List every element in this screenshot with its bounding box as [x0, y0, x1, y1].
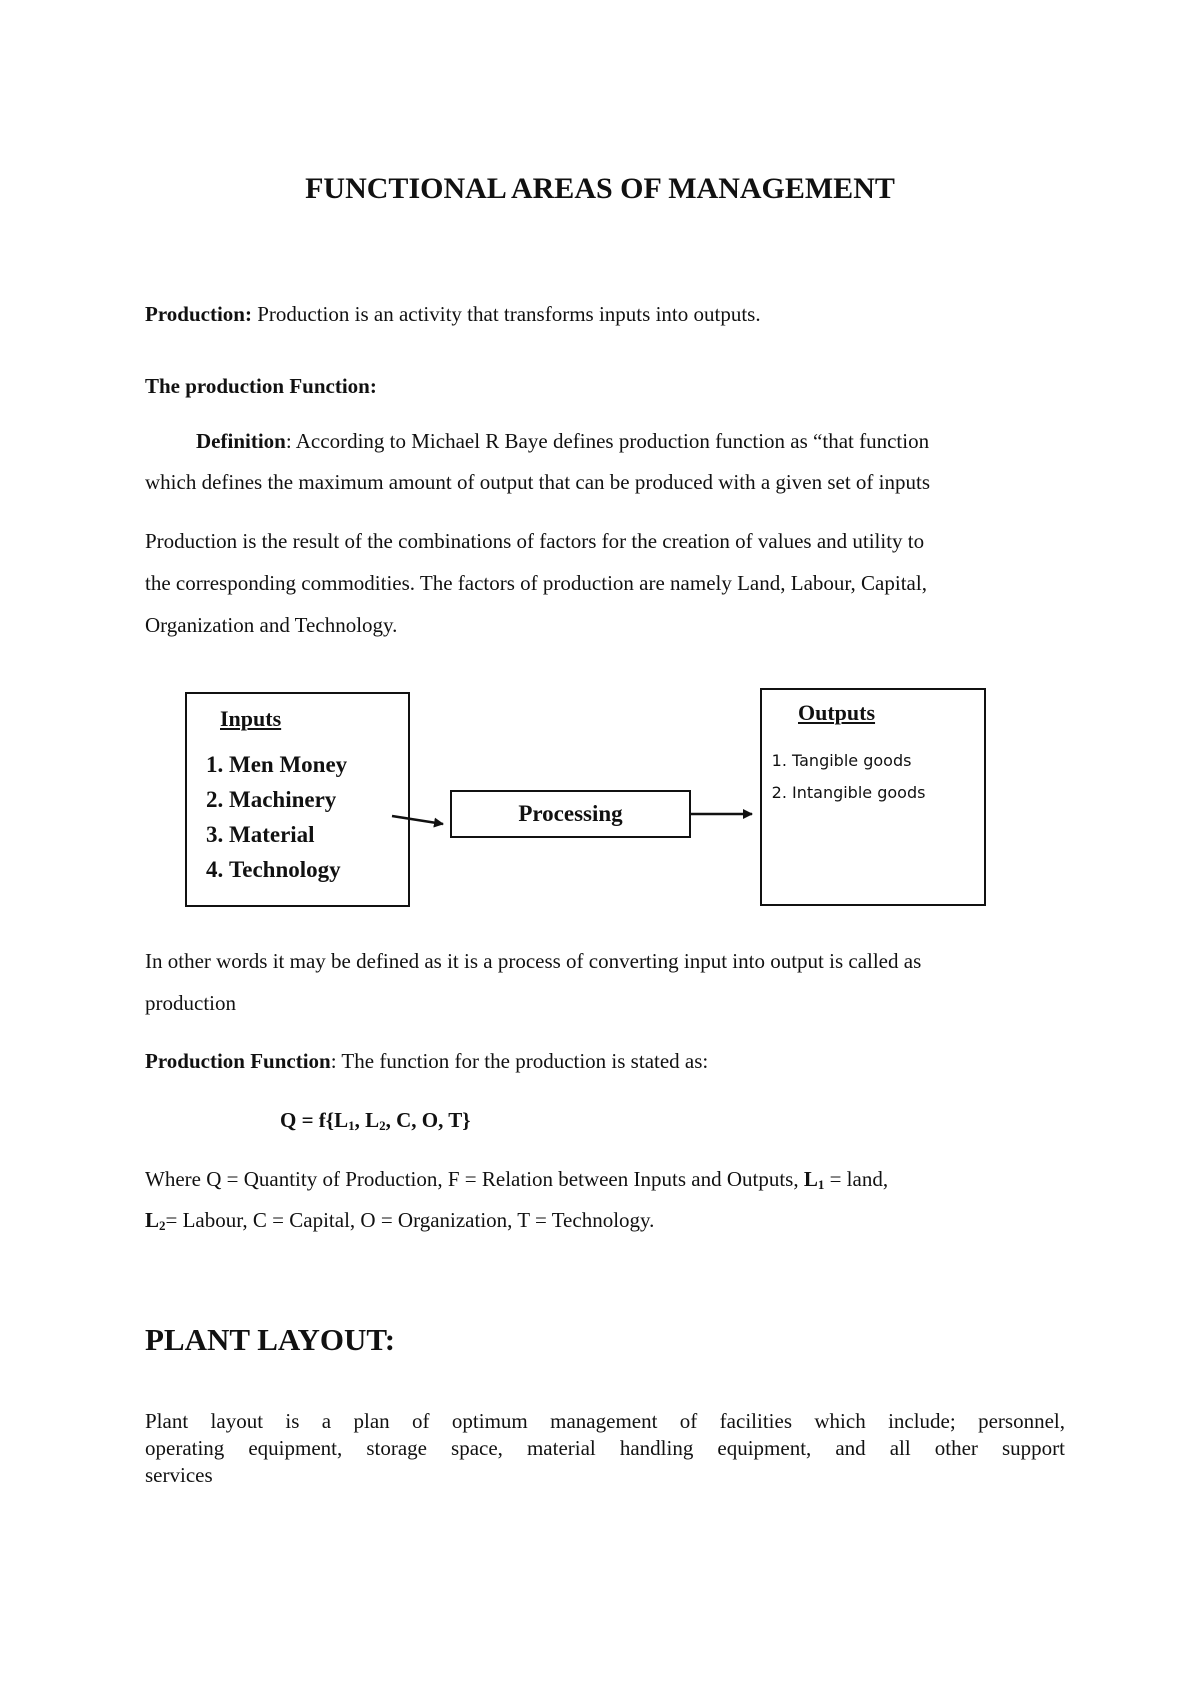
plant-layout-paragraph [145, 1408, 1065, 1489]
definition-text: : According to Michael R Baye defines production function as “that function [285, 429, 930, 453]
output-item: 2. Intangible goods [792, 777, 925, 809]
plant-line-1: Plant layout is a plan of optimum management of facilities which include; personnel, [145, 1409, 1065, 1433]
combination-line-2: the corresponding commodities. The factors of production are namely Land, Labour, Capital, [145, 571, 927, 595]
arrow-inputs-to-processing [392, 816, 443, 824]
formula-prefix: Q = f{L [280, 1108, 349, 1132]
definition-line-2: which defines the maximum amount of output that can be produced with a given set of inputs [145, 470, 930, 494]
plant-line-2: operating equipment, storage space, material handling equipment, and all other support [145, 1436, 1065, 1460]
combination-line-3: Organization and Technology. [145, 613, 398, 637]
l2-subscript: 2 [159, 1218, 166, 1233]
production-function-heading-text: The production Function: [145, 374, 377, 398]
where-line-2-text: = Labour, C = Capital, O = Organization, T = Technology. [165, 1208, 655, 1232]
page-title: FUNCTIONAL AREAS OF MANAGEMENT [305, 172, 895, 205]
processing-label: Processing [518, 801, 623, 826]
where-line-1 [145, 1165, 1065, 1199]
outputs-title: Outputs [798, 700, 876, 725]
where-line-2 [145, 1206, 1065, 1240]
definition-label: Definition [196, 429, 286, 453]
formula-suffix: , C, O, T} [385, 1108, 471, 1132]
input-item: 4. Technology [229, 852, 347, 887]
l1-symbol: L [803, 1167, 818, 1191]
formula-sub-1: 1 [348, 1118, 355, 1133]
production-formula [280, 1108, 471, 1134]
production-function-statement [145, 1047, 1065, 1075]
plant-line-3: services [145, 1463, 213, 1487]
l2-symbol: L [145, 1208, 160, 1232]
production-function-text: : The function for the production is stated as: [330, 1049, 709, 1073]
input-item: 3. Material [229, 817, 347, 852]
where-text: Where Q = Quantity of Production, F = Relation between Inputs and Outputs, [145, 1167, 804, 1191]
formula-sub-2: 2 [379, 1118, 386, 1133]
production-text: Production is an activity that transforms inputs into outputs. [251, 302, 761, 326]
l1-subscript: 1 [817, 1177, 825, 1192]
other-words-line-1: In other words it may be defined as it is a process of converting input into output is called as [145, 949, 922, 973]
where-line-1-end: = land, [824, 1167, 889, 1191]
production-label: Production: [145, 302, 252, 326]
plant-layout-heading: PLANT LAYOUT: [145, 1322, 396, 1357]
other-words-line-2: production [145, 991, 236, 1015]
output-item: 1. Tangible goods [792, 745, 925, 777]
production-function-label: Production Function [145, 1049, 331, 1073]
input-item: 1. Men Money [229, 747, 347, 782]
inputs-title: Inputs [220, 706, 282, 731]
input-item: 2. Machinery [229, 782, 347, 817]
combination-line-1: Production is the result of the combinations of factors for the creation of values and utility to [145, 529, 925, 553]
formula-mid: , L [354, 1108, 380, 1132]
